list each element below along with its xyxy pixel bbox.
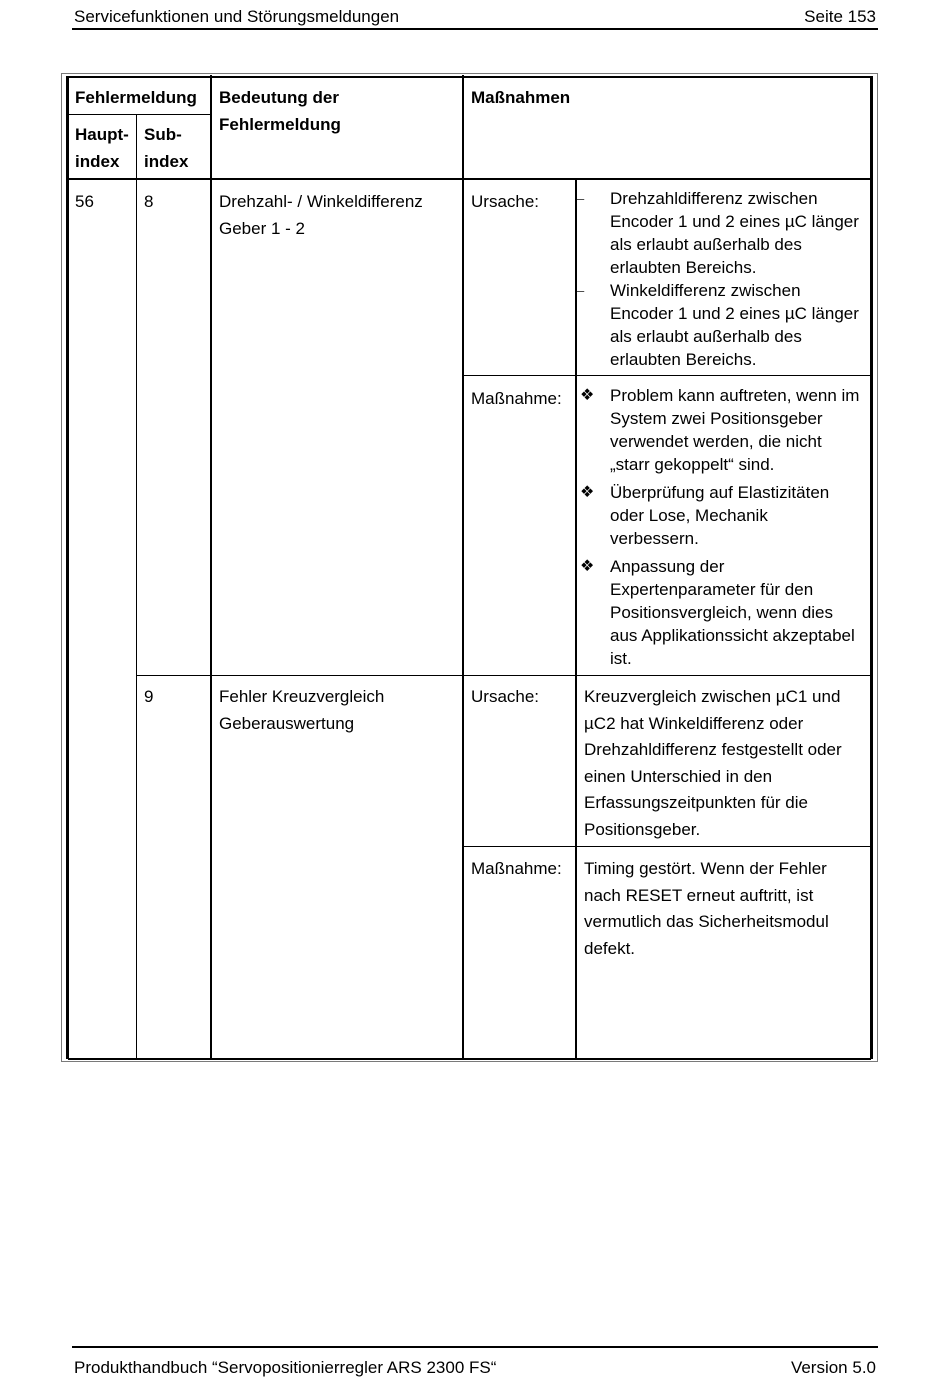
list-item-text: Anpassung der Expertenparameter für den Positionsvergleich, wenn dies aus Applikationssicht akzeptabel ist. (610, 557, 855, 668)
header-chapter-title: Servicefunktionen und Störungsmeldungen (74, 7, 400, 26)
header-hauptindex: Haupt- index (75, 125, 129, 171)
row1-ursache-item-2 (577, 279, 871, 371)
grid-line (68, 178, 871, 180)
diamond-bullet-icon: ❖ (580, 387, 595, 404)
row2-massnahme-label: Maßnahme: (471, 859, 562, 878)
grid-line (462, 75, 464, 1060)
diamond-bullet-icon: ❖ (580, 484, 595, 501)
row1-hauptindex: 56 (75, 192, 94, 211)
grid-line (68, 114, 211, 115)
row1-massnahme-item-3 (580, 555, 871, 670)
grid-line (463, 375, 871, 376)
page-footer (72, 1346, 878, 1378)
row1-subindex: 8 (144, 192, 154, 211)
list-item-text: Drehzahldifferenz zwischen Encoder 1 und 2 eines µC länger als erlaubt außerhalb des erlaubten Bereichs. (610, 189, 859, 277)
row1-ursache-label: Ursache: (471, 192, 540, 211)
list-item-text: Problem kann auftreten, wenn im System zwei Positionsgeber verwendet werden, die nicht „starr gekoppelt“ sind. (610, 386, 860, 474)
grid-line (136, 114, 137, 1060)
page-header (72, 4, 878, 30)
grid-line (136, 675, 871, 676)
row2-subindex: 9 (144, 687, 154, 706)
list-item-text: Winkeldifferenz zwischen Encoder 1 und 2 eines µC länger als erlaubt außerhalb des erlaubten Bereichs. (610, 281, 859, 369)
footer-version: Version 5.0 (790, 1358, 876, 1377)
header-bedeutung: Bedeutung der Fehlermeldung (219, 88, 341, 134)
grid-line (68, 1058, 871, 1060)
grid-line (210, 75, 212, 1060)
row1-massnahme-item-1 (580, 384, 871, 476)
header-massnahmen: Maßnahmen (471, 88, 571, 107)
row2-ursache-text: Kreuzvergleich zwischen µC1 und µC2 hat Winkeldifferenz oder Drehzahldifferenz festgestellt oder einen Unterschied in den Erfassungszeitpunkten für die Positionsgeber. (584, 687, 842, 839)
grid-line (463, 846, 871, 847)
dash-icon: – (577, 283, 585, 298)
header-page-number: Seite 153 (804, 7, 876, 26)
row1-ursache-item-1 (577, 187, 871, 279)
row1-massnahme-item-2 (580, 481, 871, 550)
diamond-bullet-icon: ❖ (580, 558, 595, 575)
footer-product-title: Produkthandbuch “Servopositionierregler ARS 2300 FS“ (74, 1358, 497, 1377)
list-item-text: Überprüfung auf Elastizitäten oder Lose, Mechanik verbessern. (610, 483, 830, 548)
row1-massnahme-label: Maßnahme: (471, 389, 562, 408)
header-subindex: Sub- index (144, 125, 189, 171)
row2-massnahme-text: Timing gestört. Wenn der Fehler nach RESET erneut auftritt, ist vermutlich das Sicherheitsmodul defekt. (584, 859, 829, 958)
row2-ursache-label: Ursache: (471, 687, 540, 706)
header-fehlermeldung: Fehlermeldung (75, 88, 197, 107)
dash-icon: – (577, 191, 585, 206)
row2-bedeutung: Fehler Kreuzvergleich Geberauswertung (219, 687, 385, 733)
row1-bedeutung: Drehzahl- / Winkeldifferenz Geber 1 - 2 (219, 192, 423, 238)
